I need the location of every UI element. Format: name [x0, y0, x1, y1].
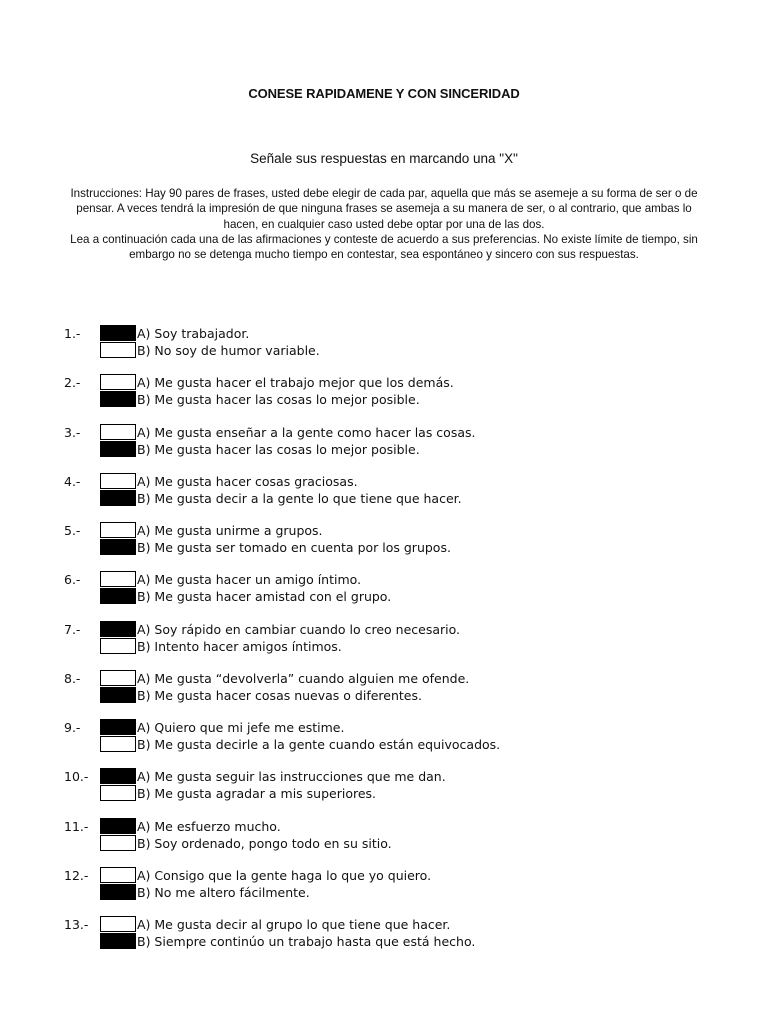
option-b-label: B) No me altero fácilmente. [137, 885, 310, 900]
option-a-checkbox[interactable] [100, 621, 136, 637]
option-a-label: A) Me gusta unirme a grupos. [137, 523, 323, 538]
question-item [64, 424, 724, 460]
option-a-checkbox[interactable] [100, 374, 136, 390]
question-item [64, 621, 724, 657]
option-a-label: A) Me gusta “devolverla” cuando alguien me ofende. [137, 671, 470, 686]
question-item [64, 374, 724, 410]
question-number: 6.- [64, 572, 81, 587]
option-b-label: B) Me gusta decir a la gente lo que tiene que hacer. [137, 491, 462, 506]
option-a-checkbox[interactable] [100, 325, 136, 341]
question-number: 2.- [64, 375, 81, 390]
option-a-checkbox[interactable] [100, 670, 136, 686]
option-a-label: A) Me gusta seguir las instrucciones que me dan. [137, 769, 446, 784]
option-a-checkbox[interactable] [100, 473, 136, 489]
question-number: 4.- [64, 474, 81, 489]
option-b-label: B) Intento hacer amigos íntimos. [137, 639, 342, 654]
option-b-checkbox[interactable] [100, 490, 136, 506]
question-number: 5.- [64, 523, 81, 538]
option-a-checkbox[interactable] [100, 424, 136, 440]
option-b-checkbox[interactable] [100, 835, 136, 851]
option-a-label: A) Me gusta hacer un amigo íntimo. [137, 572, 362, 587]
question-number: 12.- [64, 868, 89, 883]
question-number: 10.- [64, 769, 89, 784]
option-b-label: B) Me gusta hacer las cosas lo mejor posible. [137, 392, 420, 407]
question-number: 1.- [64, 326, 81, 341]
option-b-label: B) Me gusta ser tomado en cuenta por los grupos. [137, 540, 451, 555]
option-a-label: A) Me gusta hacer cosas graciosas. [137, 474, 358, 489]
option-b-label: B) Siempre continúo un trabajo hasta que está hecho. [137, 934, 476, 949]
question-item [64, 867, 724, 903]
option-a-label: A) Me gusta enseñar a la gente como hacer las cosas. [137, 425, 476, 440]
question-item [64, 325, 724, 361]
option-a-checkbox[interactable] [100, 867, 136, 883]
question-number: 13.- [64, 917, 89, 932]
question-item [64, 571, 724, 607]
question-number: 9.- [64, 720, 81, 735]
option-b-checkbox[interactable] [100, 588, 136, 604]
option-a-checkbox[interactable] [100, 571, 136, 587]
option-a-label: A) Soy rápido en cambiar cuando lo creo necesario. [137, 622, 461, 637]
option-b-label: B) Me gusta hacer amistad con el grupo. [137, 589, 392, 604]
option-a-checkbox[interactable] [100, 768, 136, 784]
instructions-paragraph-1: Instrucciones: Hay 90 pares de frases, usted debe elegir de cada par, aquella que más se asemeje a su forma de ser o de pensar. A veces tendrá la impresión de que ninguna frases se asemeja a su manera de ser, o al contrario, que ambas lo hacen, en cualquier caso usted debe optar por una de las dos. [70, 187, 698, 231]
question-number: 11.- [64, 819, 89, 834]
option-a-label: A) Consigo que la gente haga lo que yo quiero. [137, 868, 432, 883]
question-number: 7.- [64, 622, 81, 637]
option-a-label: A) Me esfuerzo mucho. [137, 819, 281, 834]
option-a-checkbox[interactable] [100, 916, 136, 932]
instructions-paragraph-2: Lea a continuación cada una de las afirmaciones y conteste de acuerdo a sus preferencias. No existe límite de tiempo, sin embargo no se detenga mucho tiempo en contestar, sea espontáneo y sincero con sus respuestas. [70, 232, 698, 262]
option-b-checkbox[interactable] [100, 785, 136, 801]
option-b-checkbox[interactable] [100, 736, 136, 752]
option-b-label: B) Me gusta hacer cosas nuevas o diferentes. [137, 688, 422, 703]
option-b-checkbox[interactable] [100, 638, 136, 654]
option-b-label: B) Me gusta agradar a mis superiores. [137, 786, 377, 801]
option-a-checkbox[interactable] [100, 818, 136, 834]
option-a-checkbox[interactable] [100, 522, 136, 538]
question-item [64, 719, 724, 755]
instructions-block [62, 186, 706, 262]
option-b-checkbox[interactable] [100, 539, 136, 555]
option-b-checkbox[interactable] [100, 441, 136, 457]
option-b-checkbox[interactable] [100, 884, 136, 900]
option-b-checkbox[interactable] [100, 391, 136, 407]
question-item [64, 670, 724, 706]
question-item [64, 522, 724, 558]
option-a-label: A) Quiero que mi jefe me estime. [137, 720, 345, 735]
option-a-label: A) Soy trabajador. [137, 326, 250, 341]
option-b-label: B) No soy de humor variable. [137, 343, 320, 358]
option-b-checkbox[interactable] [100, 933, 136, 949]
option-b-label: B) Me gusta decirle a la gente cuando están equivocados. [137, 737, 501, 752]
option-a-checkbox[interactable] [100, 719, 136, 735]
question-number: 8.- [64, 671, 81, 686]
option-b-label: B) Me gusta hacer las cosas lo mejor posible. [137, 442, 420, 457]
option-b-checkbox[interactable] [100, 342, 136, 358]
option-b-checkbox[interactable] [100, 687, 136, 703]
question-item [64, 473, 724, 509]
question-item [64, 818, 724, 854]
question-item [64, 768, 724, 804]
question-item [64, 916, 724, 952]
page-title: CONESE RAPIDAMENE Y CON SINCERIDAD [248, 86, 520, 101]
option-b-label: B) Soy ordenado, pongo todo en su sitio. [137, 836, 392, 851]
option-a-label: A) Me gusta hacer el trabajo mejor que los demás. [137, 375, 454, 390]
option-a-label: A) Me gusta decir al grupo lo que tiene que hacer. [137, 917, 451, 932]
question-number: 3.- [64, 425, 81, 440]
subtitle: Señale sus respuestas en marcando una "X" [250, 151, 518, 166]
